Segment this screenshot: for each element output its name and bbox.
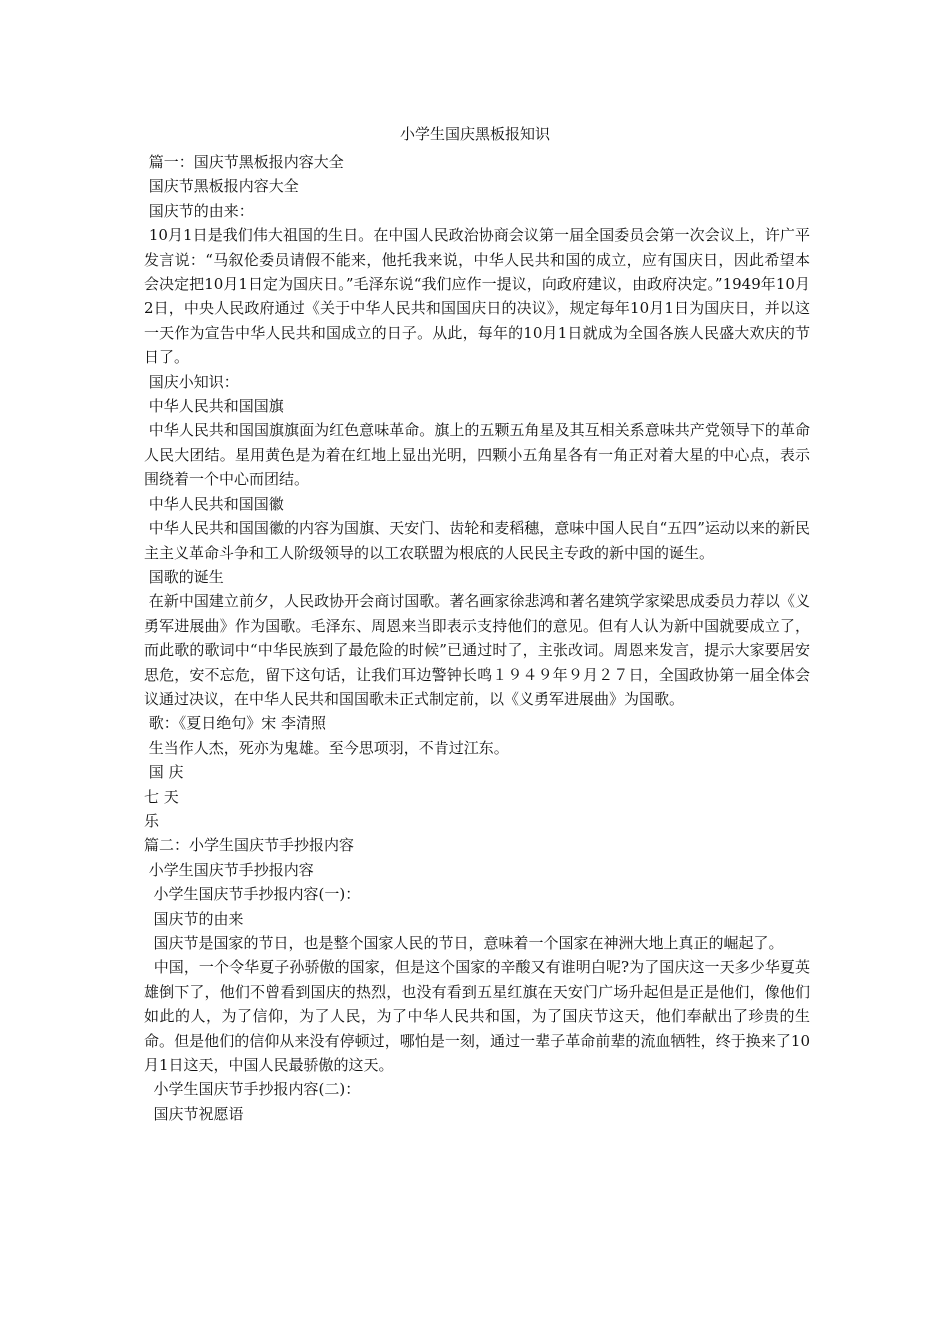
decorative-line: 国 庆 (144, 763, 184, 782)
paragraph: 国庆节是国家的节日，也是整个国家人民的节日，意味着一个国家在神洲大地上真正的崛起了。 (144, 934, 784, 952)
subheading: 小学生国庆节手抄报内容(一)： (144, 885, 361, 904)
decorative-line: 乐 (144, 811, 160, 830)
paragraph: 中国，一个令华夏子孙骄傲的国家，但是这个国家的辛酸又有谁明白呢?为了国庆这一天多少华夏英雄倒下了，他们不曾看到国庆的热烈，也没有看到五星红旗在天安门广场升起但是正是他们，像他们如此的人，为了信仰，为了人民，为了中华人民共和国，为了国庆节这天，他们奉献出了珍贵的生命。但是他们的信仰从来没有停顿过，哪怕是一刻，通过一辈子革命前辈的流血牺牲，终于换来了10月1日这天，中国人民最骄傲的这天。 (144, 958, 810, 1075)
decorative-line: 七 天 (144, 787, 179, 806)
poem-line: 生当作人杰，死亦为鬼雄。至今思项羽，不肯过江东。 (144, 738, 509, 757)
paragraph: 在新中国建立前夕，人民政协开会商讨国歌。著名画家徐悲鸿和著名建筑学家梁思成委员力荐以《义勇军进展曲》作为国歌。毛泽东、周恩来当即表示支持他们的意见。但有人认为新中国就要成立了，而此歌的歌词中“中华民族到了最危险的时候”已通过时了，主张改词。周恩来发言，提示大家要居安思危，安不忘危，留下这句话，让我们耳边警钟长鸣１９４９年９月２７日，全国政协第一届全体会议通过决议，在中华人民共和国国歌未正式制定前，以《义勇军进展曲》为国歌。 (144, 592, 810, 708)
document-title: 小学生国庆黑板报知识 (399, 125, 550, 143)
subheading: 小学生国庆节手抄报内容 (144, 860, 314, 879)
section-heading: 篇一：国庆节黑板报内容大全 (144, 153, 344, 171)
paragraph: 中华人民共和国国徽的内容为国旗、天安门、齿轮和麦稻穗，意味中国人民自“五四”运动以来的新民主主义革命斗争和工人阶级领导的以工农联盟为根底的人民民主专政的新中国的诞生。 (144, 519, 810, 562)
subheading: 中华人民共和国国徽 (144, 494, 284, 513)
poem-heading: 歌：《夏日绝句》宋 李清照 (144, 714, 327, 733)
subheading: 国庆节的由来 (144, 909, 244, 928)
subheading: 国庆节黑板报内容大全 (144, 177, 299, 196)
section-heading: 篇二：小学生国庆节手抄报内容 (144, 836, 355, 855)
paragraph: 10月1日是我们伟大祖国的生日。在中国人民政治协商会议第一届全国委员会第一次会议上，许广平发言说：“马叙伦委员请假不能来，他托我来说，中华人民共和国的成立，应有国庆日，因此希望本会决定把10月1日定为国庆日。”毛泽东说“我们应作一提议，向政府建议，由政府决定。”1949年10月2日，中央人民政府通过《关于中华人民共和国国庆日的决议》，规定每年10月1日为国庆日，并以这一天作为宣告中华人民共和国成立的日子。从此，每年的10月1日就成为全国各族人民盛大欢庆的节日了。 (144, 226, 810, 367)
subheading: 小学生国庆节手抄报内容(二)： (144, 1080, 361, 1099)
document-body (144, 150, 810, 1126)
subheading: 国庆节祝愿语 (144, 1104, 244, 1123)
subheading: 中华人民共和国国旗 (144, 397, 284, 416)
subheading: 国庆节的由来： (144, 201, 254, 220)
paragraph: 中华人民共和国国旗旗面为红色意味革命。旗上的五颗五角星及其互相关系意味共产党领导下的革命人民大团结。星用黄色是为着在红地上显出光明，四颗小五角星各有一角正对着大星的中心点，表示围绕着一个中心而团结。 (144, 421, 810, 489)
subheading: 国歌的诞生 (144, 567, 224, 586)
subheading: 国庆小知识： (144, 372, 239, 391)
